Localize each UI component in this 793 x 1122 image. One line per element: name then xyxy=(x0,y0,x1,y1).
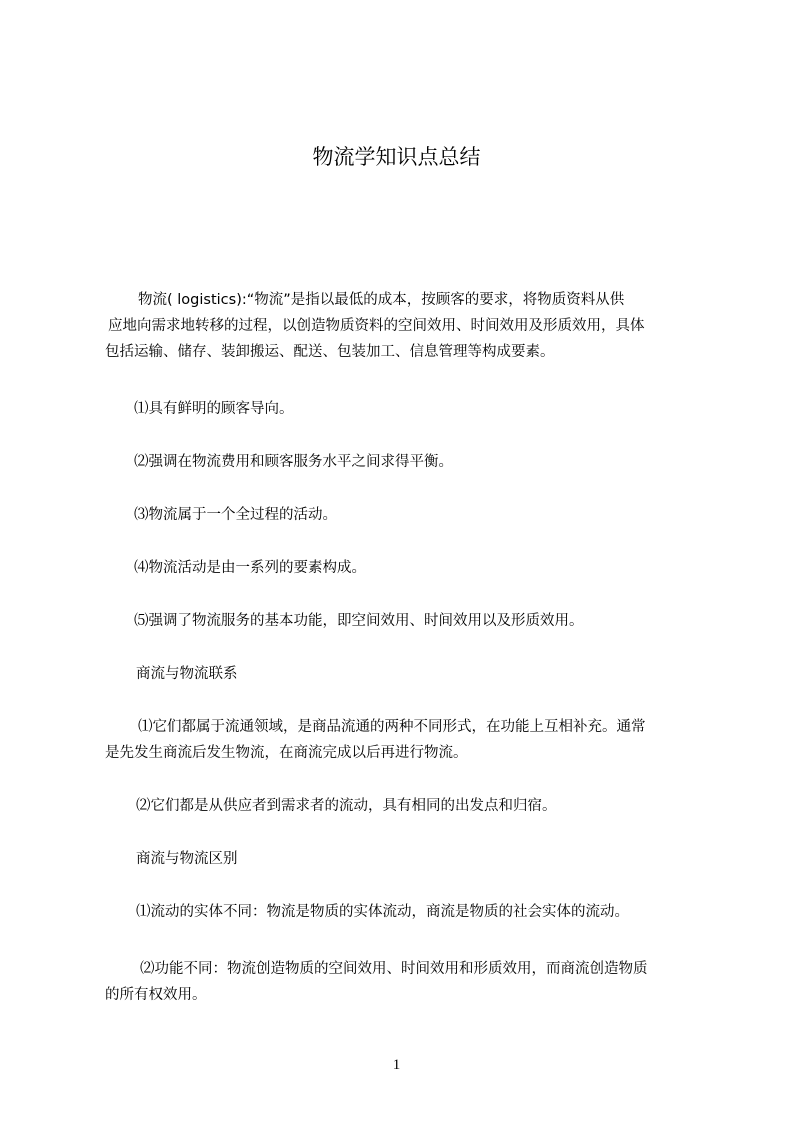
list-item xyxy=(105,396,690,422)
paragraph-line: ⑸强调了物流服务的基本功能，即空间效用、时间效用以及形质效用。 xyxy=(134,613,584,629)
paragraph-line: ⑴流动的实体不同：物流是物质的实体流动，商流是物质的社会实体的流动。 xyxy=(136,904,629,920)
list-item xyxy=(105,793,690,819)
paragraph-line: ⑵功能不同：物流创造物质的空间效用、时间效用和形质效用，而商流创造物质 xyxy=(140,961,648,977)
page-number: 1 xyxy=(392,1057,401,1073)
list-item xyxy=(105,555,690,581)
paragraph-line: ⑴具有鲜明的顾客导向。 xyxy=(134,401,294,417)
list-item xyxy=(105,608,690,634)
section-heading xyxy=(105,661,690,687)
paragraph-line: ⑴它们都属于流通领域，是商品流通的两种不同形式，在功能上互相补充。通常 xyxy=(138,719,646,735)
paragraph-line: 商流与物流联系 xyxy=(136,666,238,682)
paragraph-line: 的所有权效用。 xyxy=(105,987,207,1003)
list-item xyxy=(105,449,690,475)
paragraph-line: 应地向需求地转移的过程，以创造物质资料的空间效用、时间效用及形质效用，具体 xyxy=(108,318,645,334)
paragraph-line: ⑷物流活动是由一系列的要素构成。 xyxy=(134,560,366,576)
list-item xyxy=(105,714,690,766)
page-title: 物流学知识点总结 xyxy=(312,145,481,169)
paragraph-line: 商流与物流区别 xyxy=(136,851,238,867)
paragraph-line: ⑵强调在物流费用和顾客服务水平之间求得平衡。 xyxy=(134,454,453,470)
paragraph-line: ⑵它们都是从供应者到需求者的流动，具有相同的出发点和归宿。 xyxy=(136,798,557,814)
paragraph-line: 包括运输、储存、装卸搬运、配送、包装加工、信息管理等构成要素。 xyxy=(105,344,555,360)
paragraph-line: ⑶物流属于一个全过程的活动。 xyxy=(134,507,337,523)
list-item xyxy=(105,956,690,1008)
paragraph-definition xyxy=(105,287,690,365)
paragraph-line: 是先发生商流后发生物流，在商流完成以后再进行物流。 xyxy=(105,745,468,761)
list-item xyxy=(105,502,690,528)
list-item xyxy=(105,899,690,925)
section-heading xyxy=(105,846,690,872)
paragraph-line: 物流( logistics):“物流”是指以最低的成本，按顾客的要求，将物质资料从供 xyxy=(138,292,625,308)
